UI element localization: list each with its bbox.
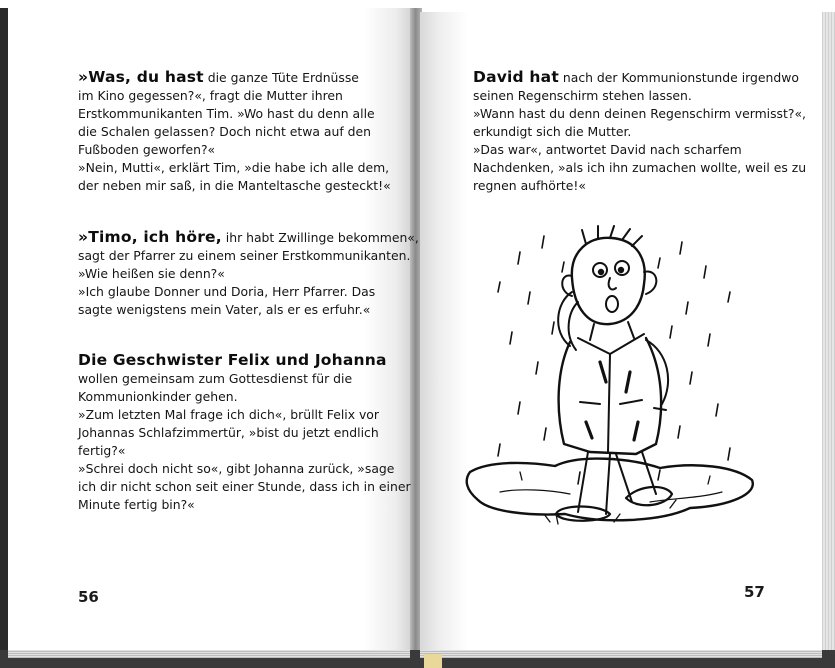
joke-umbrella-first-line — [473, 68, 806, 87]
joke-line: Erstkommunikanten Tim. »Wo hast du denn alle — [78, 106, 375, 121]
bookmark-ribbon — [424, 654, 442, 668]
joke-peanuts — [78, 68, 391, 195]
joke-line: »Das war«, antwortet David nach scharfem — [473, 142, 742, 157]
joke-line: sagt der Pfarrer zu einem seiner Erstkommunikanten. — [78, 248, 411, 263]
joke-line: Nachdenken, »als ich ihn zumachen wollte, weil es zu — [473, 160, 807, 175]
page-number-right: 57 — [744, 583, 765, 601]
joke-siblings — [78, 350, 411, 514]
book-page-edges-right — [822, 12, 835, 658]
joke-line: seinen Regenschirm stehen lassen. — [473, 88, 692, 103]
joke-line: ich dir nicht schon seit einer Stunde, dass ich in einer — [78, 479, 411, 494]
joke-line: Johannas Schlafzimmertür, »bist du jetzt endlich — [78, 425, 379, 440]
right-page-stack — [420, 650, 822, 658]
book-cover-left — [0, 8, 8, 660]
joke-siblings-heading: Die Geschwister Felix und Johanna — [78, 351, 387, 369]
joke-peanuts-lead: »Was, du hast — [78, 68, 204, 86]
joke-twins-first-line — [78, 228, 419, 247]
joke-peanuts-line-rest: die ganze Tüte Erdnüsse — [203, 70, 359, 85]
left-page-stack — [8, 650, 410, 658]
joke-line: Fußboden geworfen?« — [78, 142, 216, 157]
joke-line: fertig?« — [78, 443, 126, 458]
joke-line: »Nein, Mutti«, erklärt Tim, »die habe ich alle dem, — [78, 160, 390, 175]
joke-line: »Zum letzten Mal frage ich dich«, brüllt Felix vor — [78, 407, 379, 422]
joke-line: wollen gemeinsam zum Gottesdienst für die — [78, 371, 353, 386]
joke-line: die Schalen gelassen? Doch nicht etwa auf den — [78, 124, 371, 139]
joke-line: der neben mir saß, in die Manteltasche gesteckt!« — [78, 178, 391, 193]
joke-line: »Ich glaube Donner und Doria, Herr Pfarrer. Das — [78, 284, 376, 299]
page-number-left: 56 — [78, 588, 99, 606]
joke-line: regnen aufhörte!« — [473, 178, 586, 193]
joke-twins — [78, 228, 419, 319]
joke-line: erkundigt sich die Mutter. — [473, 124, 632, 139]
joke-umbrella — [473, 68, 806, 195]
joke-twins-line-rest: ihr habt Zwillinge bekommen«, — [221, 230, 419, 245]
boy-in-rain-illustration — [460, 222, 760, 550]
joke-peanuts-first-line — [78, 68, 391, 87]
joke-line: »Wann hast du denn deinen Regenschirm vermisst?«, — [473, 106, 806, 121]
joke-umbrella-lead: David hat — [473, 68, 559, 86]
joke-line: im Kino gegessen?«, fragt die Mutter ihren — [78, 88, 343, 103]
joke-twins-lead: »Timo, ich höre, — [78, 228, 222, 246]
joke-line: »Wie heißen sie denn?« — [78, 266, 225, 281]
joke-umbrella-line-rest: nach der Kommunionstunde irgendwo — [558, 70, 799, 85]
book-bottom-edge — [0, 650, 835, 668]
joke-line: Kommunionkinder gehen. — [78, 389, 238, 404]
joke-line: sagte wenigstens mein Vater, als er es erfuhr.« — [78, 302, 371, 317]
joke-line: Minute fertig bin?« — [78, 497, 195, 512]
joke-line: »Schrei doch nicht so«, gibt Johanna zurück, »sage — [78, 461, 395, 476]
